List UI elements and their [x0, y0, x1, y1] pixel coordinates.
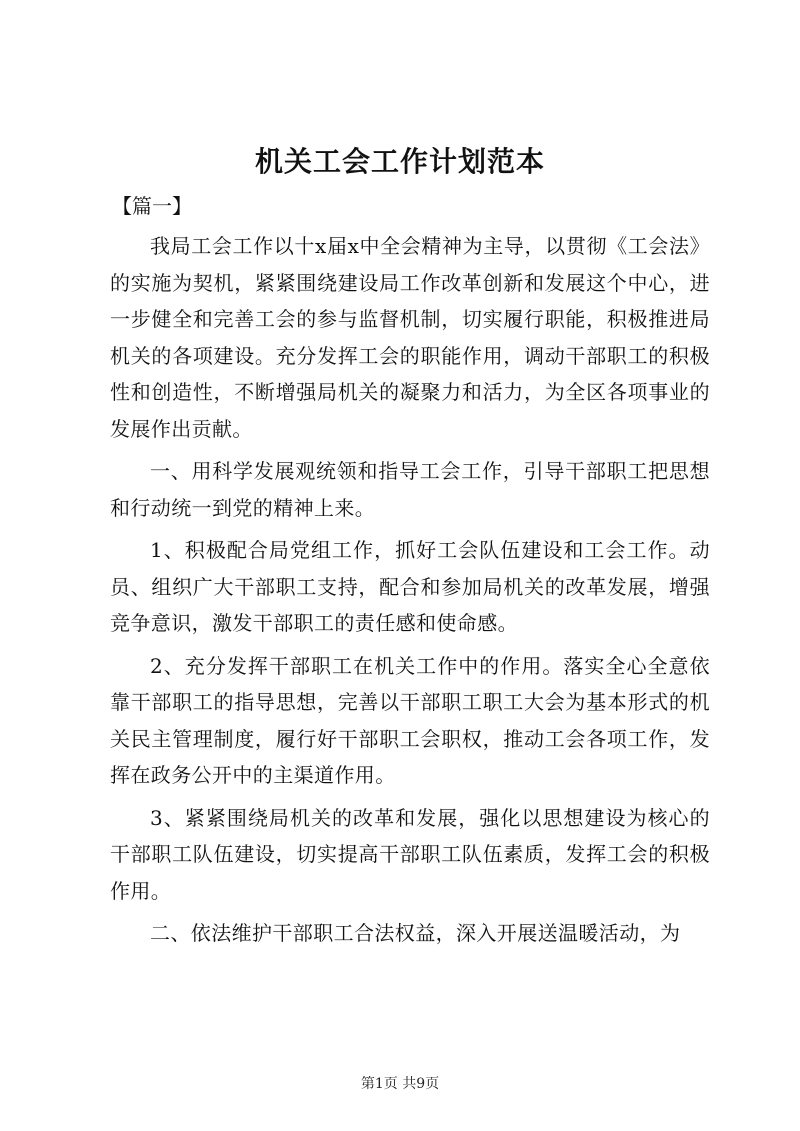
paragraph-item-2: 2、充分发挥干部职工在机关工作中的作用。落实全心全意依靠干部职工的指导思想，完善以干部职工职工大会为基本形式的机关民主管理制度，履行好干部职工会职权，推动工会各项工作，发挥在政务公开中的主渠道作用。: [110, 653, 710, 787]
paragraph-item-1: 1、积极配合局党组工作，抓好工会队伍建设和工会工作。动员、组织广大干部职工支持，配合和参加局机关的改革发展，增强竞争意识，激发干部职工的责任感和使命感。: [110, 538, 710, 635]
page-footer: 第1页 共9页: [360, 1076, 440, 1092]
paragraph-item-3: 3、紧紧围绕局机关的改革和发展，强化以思想建设为核心的干部职工队伍建设，切实提高干部职工队伍素质，发挥工会的积极作用。: [110, 805, 710, 903]
paragraph-heading-2: 二、依法维护干部职工合法权益，深入开展送温暖活动，为: [150, 921, 681, 945]
document-title: 机关工会工作计划范本: [254, 145, 545, 178]
document-body: [110, 228, 710, 958]
paragraph-intro: 我局工会工作以十x届x中全会精神为主导，以贯彻《工会法》的实施为契机，紧紧围绕建设局工作改革创新和发展这个中心，进一步健全和完善工会的参与监督机制，切实履行职能，积极推进局机关的各项建设。充分发挥工会的职能作用，调动干部职工的积极性和创造性，不断增强局机关的凝聚力和活力，为全区各项事业的发展作出贡献。: [110, 234, 710, 441]
paragraph-heading-1: 一、用科学发展观统领和指导工会工作，引导干部职工把思想和行动统一到党的精神上来。: [110, 459, 710, 520]
section-label: 【篇一】: [112, 194, 192, 218]
